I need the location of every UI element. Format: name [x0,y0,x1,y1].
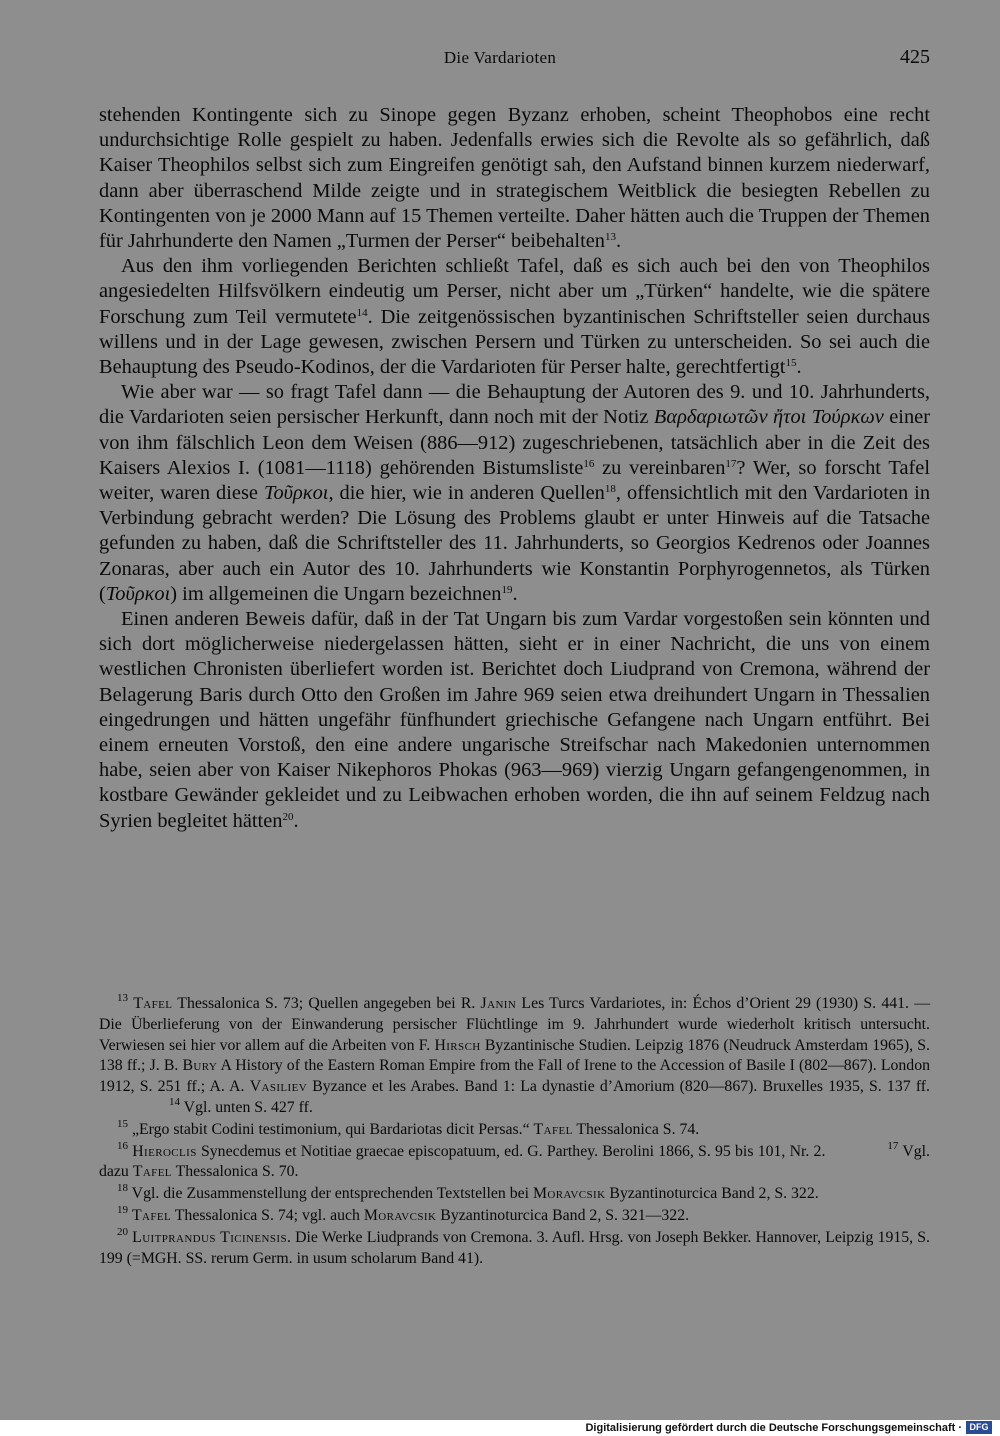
footnote-14: $^{14}$ Vgl. unten S. 427 ff. [169,1095,313,1116]
digitization-credit: Digitalisierung gefördert durch die Deutsche Forschungsgemeinschaft · [585,1422,962,1434]
dfg-logo: DFG [966,1421,992,1434]
footnote-ref-14[interactable]: 14 [356,306,368,319]
footnote-ref-20[interactable]: 20 [282,810,294,823]
paragraph-1: stehenden Kontingente sich zu Sinope gegen Byzanz erhoben, scheint Theophobos eine recht undurchsichtige Rolle gespielt zu haben. Jedenfalls erwies sich die Revolte als so gefährlich, daß Kaiser Theophilos selbst sich zum Eingreifen genötigt sah, den Aufstand binnen kurzem niederwarf, dann aber überraschend Milde zeigte und in strategischem Weitblick die besiegten Rebellen zu Kontingenten von je 2000 Mann auf 15 Themen verteilte. Daher hätten auch die Truppen der Themen für Jahrhunderte den Namen „Turmen der Perser“ beibehalten$^{13}$. [99,104,930,253]
footnote-20: $^{20}$ Luitprandus Ticinensis. Die Werke Liudprands von Cremona. 3. Aufl. Hrsg. von Joseph Bekker. Hannover, Leipzig 1915, S. 199 (=MGH. SS. rerum Germ. in usum scholarum Band 41). [99,1225,931,1267]
footnotes [99,994,930,1269]
main-text [99,103,930,834]
paragraph-4: Einen anderen Beweis dafür, daß in der Tat Ungarn bis zum Vardar vorgestoßen sein könnten und sich dort möglicherweise niedergelassen hätten, sieht er in einer Nachricht, die uns von einem westlichen Chronisten überliefert worden ist. Berichtet doch Liudprand von Cremona, während der Belagerung Baris durch Otto den Großen im Jahre 969 seien etwa dreihundert Ungarn in Thessalien eingedrungen und hätten ungefähr fünfhundert griechische Gefangene nach Ungarn entführt. Bei einem erneuten Vorstoß, den eine andere ungarische Streifschar nach Makedonien unternommen habe, seien aber von Kaiser Nikephoros Phokas (963—969) vierzig Ungarn gefangengenommen, in kostbare Gewänder gekleidet und zu Leibwachen erhoben worden, die ihn auf seinem Feldzug nach Syrien begleitet hätten$^{20}$. [99,608,930,832]
greek-word: Τοῦρκοι [263,482,329,505]
footnote-ref-19[interactable]: 19 [501,583,513,596]
paragraph-2: Aus den ihm vorliegenden Berichten schließt Tafel, daß es sich auch bei den von Theophilos angesiedelten Hilfsvölkern eindeutig um Perser, nicht aber um „Türken“ handelte, wie die spätere Forschung zum Teil vermutete$^{14}$. Die zeitgenössischen byzantinischen Schriftsteller seien durchaus willens und in der Lage gewesen, zwischen Persern und Türken zu unterscheiden. So sei auch die Behauptung des Pseudo-Kodinos, der die Vardarioten für Perser halte, gerechtfertigt$^{15}$. [99,255,931,379]
running-header-title: Die Vardarioten [443,48,557,67]
footnote-16: $^{16}$ Hieroclis Synecdemus et Notitiae graecae episcopatuum, ed. G. Parthey. Berolini 1866, S. 95 bis 101, Nr. 2. $^{17}$ Vgl. dazu Tafel Thessalonica S. 70. [99,1139,930,1181]
greek-phrase: Βαρδαριωτῶν ἤτοι Τούρκων [653,406,884,429]
footnote-18: $^{18}$ Vgl. die Zusammenstellung der entsprechenden Textstellen bei Moravcsik Byzantinoturcica Band 2, S. 322. [117,1182,819,1203]
paragraph-3: Wie aber war — so fragt Tafel dann — die Behauptung der Autoren des 9. und 10. Jahrhunderts, die Vardarioten seien persischer Herkunft, dann noch mit der Notiz Βαρδαριωτῶν ἤτοι Τούρκων einer von ihm fälschlich Leon dem Weisen (886—912) zugeschriebenen, tatsächlich aber in die Zeit des Kaisers Alexios I. (1081—1118) gehörenden Bistumsliste$^{16}$ zu vereinbaren$^{17}$? Wer, so forscht Tafel weiter, waren diese Τοῦρκοι, die hier, wie in anderen Quellen$^{18}$, offensichtlich mit den Vardarioten in Verbindung gebracht werden? Die Lösung des Problems glaubt er unter Hinweis auf die Tatsache gefunden zu haben, daß die Schriftsteller des 11. Jahrhunderts, so Georgios Kedrenos oder Joannes Zonaras, aber auch ein Autor des 10. Jahrhunderts wie Konstantin Porphyrogennetos, als Türken (Τοῦρκοι) im allgemeinen die Ungarn bezeichnen$^{19}$. [99,381,931,605]
footnote-ref-18[interactable]: 18 [604,483,616,496]
footnote-ref-13[interactable]: 13 [605,231,616,244]
footnote-ref-17[interactable]: 17 [725,457,737,470]
footnote-17: $^{17}$ Vgl. dazu Tafel Thessalonica S. 70. [99,1139,930,1181]
footnote-13: $^{13}$ Tafel Thessalonica S. 73; Quellen angegeben bei R. Janin Les Turcs Vardariotes, in: Échos d’Orient 29 (1930) S. 441. — Die Überlieferung von der Einwanderung persischer Flüchtlinge im 9. Jahrhundert wurde wiederholt kritisch untersucht. Verwiesen sei hier vor allem auf die Arbeiten von F. Hirsch Byzantinische Studien. Leipzig 1876 (Neudruck Amsterdam 1965), S. 138 ff.; J. B. Bury A History of the Eastern Roman Empire from the Fall of Irene to the Accession of Basile I (802—867). London 1912, S. 251 ff.; A. A. Vasiliev Byzance et les Arabes. Band 1: La dynastie d’Amorium (820—867). Bruxelles 1935, S. 137 ff.$^{14}$ Vgl. unten S. 427 ff. [99,992,931,1116]
footnote-ref-16[interactable]: 16 [583,457,595,470]
footnote-15: $^{15}$ „Ergo stabit Codini testimonium, qui Bardariotas dicit Persas.“ Tafel Thessalonica S. 74. [117,1117,700,1138]
page-number: 425 [900,46,930,68]
footnote-19: $^{19}$ Tafel Thessalonica S. 74; vgl. auch Moravcsik Byzantinoturcica Band 2, S. 321—322. [117,1203,690,1224]
greek-word: Τοῦρκοι [105,582,171,605]
footnote-ref-15[interactable]: 15 [785,357,797,370]
